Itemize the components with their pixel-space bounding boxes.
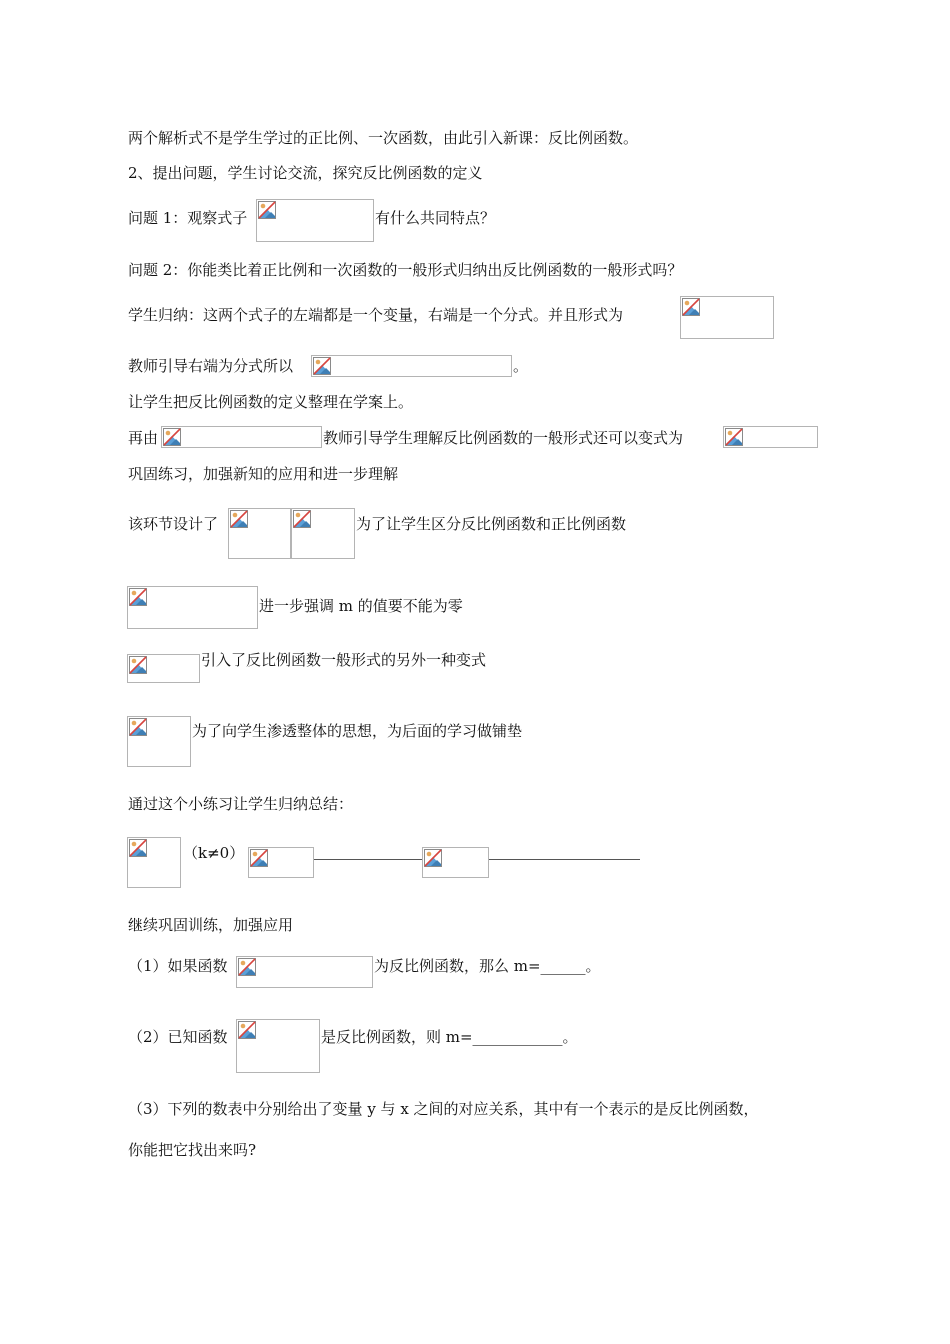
text-line: 两个解析式不是学生学过的正比例、一次函数，由此引入新课：反比例函数。 xyxy=(128,129,639,147)
formula-image xyxy=(228,508,291,559)
text-line: 你能把它找出来吗? xyxy=(128,1141,257,1159)
text-line: 为了让学生区分反比例函数和正比例函数 xyxy=(356,515,627,533)
text-line: 问题 2：你能类比着正比例和一次函数的一般形式归纳出反比例函数的一般形式吗？ xyxy=(128,261,683,279)
formula-image xyxy=(291,508,355,559)
text-line: （2）已知函数 xyxy=(128,1028,228,1046)
formula-image xyxy=(311,355,512,377)
text-line: 让学生把反比例函数的定义整理在学案上。 xyxy=(128,393,414,411)
text-line: 通过这个小练习让学生归纳总结： xyxy=(128,795,354,813)
answer-blank-line xyxy=(489,859,640,860)
text-line: 学生归纳：这两个式子的左端都是一个变量，右端是一个分式。并且形式为 xyxy=(128,306,624,324)
text-line: （3）下列的数表中分别给出了变量 y 与 x 之间的对应关系，其中有一个表示的是反比例函数， xyxy=(128,1100,759,1118)
text-line: 再由 xyxy=(128,429,159,447)
text-line: 2、提出问题，学生讨论交流，探究反比例函数的定义 xyxy=(128,164,483,182)
text-line: 该环节设计了 xyxy=(128,515,219,533)
text-line: 为了向学生渗透整体的思想，为后面的学习做铺垫 xyxy=(192,722,523,740)
formula-image xyxy=(127,654,200,683)
formula-image xyxy=(723,426,818,448)
formula-image xyxy=(248,847,314,878)
formula-image xyxy=(161,426,322,448)
text-line: 巩固练习，加强新知的应用和进一步理解 xyxy=(128,465,399,483)
text-line: 教师引导右端为分式所以 xyxy=(128,357,294,375)
text-line: （1）如果函数 xyxy=(128,957,228,975)
formula-image xyxy=(680,296,774,339)
text-line: （k≠0） xyxy=(183,844,245,862)
formula-image xyxy=(127,716,191,767)
formula-image xyxy=(422,847,489,878)
text-line: 有什么共同特点？ xyxy=(375,209,496,227)
formula-image xyxy=(127,586,258,629)
text-line: 继续巩固训练，加强应用 xyxy=(128,916,294,934)
text-line: 问题 1：观察式子 xyxy=(128,209,248,227)
formula-image xyxy=(236,956,373,988)
text-line: 进一步强调 m 的值要不能为零 xyxy=(259,597,463,615)
text-line: 引入了反比例函数一般形式的另外一种变式 xyxy=(201,651,487,669)
text-line: 。 xyxy=(513,357,529,375)
formula-image xyxy=(236,1019,320,1073)
text-line: 为反比例函数，那么 m=______。 xyxy=(374,957,601,975)
answer-blank-line xyxy=(314,859,422,860)
formula-image xyxy=(127,837,181,888)
text-line: 是反比例函数，则 m=____________。 xyxy=(321,1028,578,1046)
formula-image xyxy=(256,199,374,242)
text-line: 教师引导学生理解反比例函数的一般形式还可以变式为 xyxy=(323,429,684,447)
